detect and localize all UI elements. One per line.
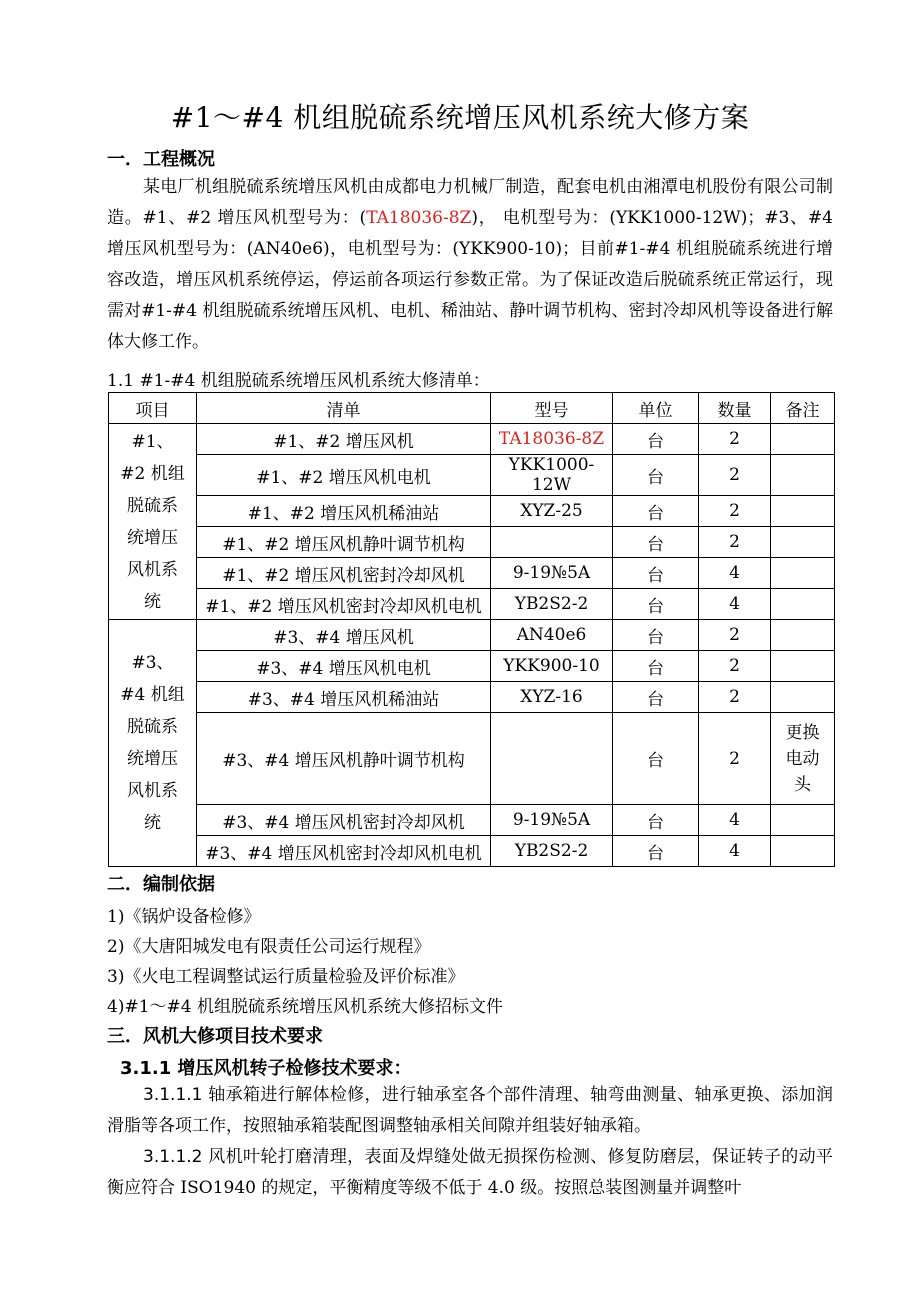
unit-cell: 台 — [613, 527, 699, 558]
note-cell — [771, 589, 835, 620]
qty-cell: 2 — [699, 713, 771, 805]
note-cell — [771, 424, 835, 455]
qty-cell: 2 — [699, 682, 771, 713]
qty-cell: 2 — [699, 620, 771, 651]
requirement-number: 3.1.1.2 — [143, 1147, 203, 1167]
requirement-number: 3.1.1.1 — [143, 1085, 203, 1105]
qty-cell: 4 — [699, 589, 771, 620]
qty-cell: 2 — [699, 651, 771, 682]
model-cell: XYZ-16 — [491, 682, 613, 713]
model-cell: AN40e6 — [491, 620, 613, 651]
column-header: 清单 — [197, 393, 491, 424]
item-cell: #1、#2 增压风机静叶调节机构 — [197, 527, 491, 558]
table-row — [109, 589, 835, 620]
item-cell: #3、#4 增压风机稀油站 — [197, 682, 491, 713]
item-cell: #1、#2 增压风机稀油站 — [197, 496, 491, 527]
column-header: 单位 — [613, 393, 699, 424]
section-heading-overview: 一．工程概况 — [107, 149, 215, 170]
reference-item: 1)《锅炉设备检修》 — [107, 907, 261, 927]
table-row — [109, 620, 835, 651]
item-cell: #1、#2 增压风机密封冷却风机 — [197, 558, 491, 589]
model-cell: XYZ-25 — [491, 496, 613, 527]
item-cell: #1、#2 增压风机密封冷却风机电机 — [197, 589, 491, 620]
item-cell: #3、#4 增压风机密封冷却风机 — [197, 805, 491, 836]
table-row — [109, 713, 835, 805]
note-cell — [771, 558, 835, 589]
unit-cell: 台 — [613, 651, 699, 682]
unit-cell: 台 — [613, 424, 699, 455]
note-cell — [771, 805, 835, 836]
table-row — [109, 496, 835, 527]
table-row — [109, 424, 835, 455]
table-row — [109, 651, 835, 682]
table-caption: 1.1 #1-#4 机组脱硫系统增压风机系统大修清单： — [107, 371, 490, 391]
column-header: 型号 — [491, 393, 613, 424]
note-cell: 更换电动头 — [771, 713, 835, 805]
table-header-row — [109, 393, 835, 424]
qty-cell: 2 — [699, 527, 771, 558]
qty-cell: 2 — [699, 455, 771, 496]
reference-item: 4)#1～#4 机组脱硫系统增压风机系统大修招标文件 — [107, 997, 503, 1017]
table-row — [109, 455, 835, 496]
unit-cell: 台 — [613, 589, 699, 620]
fan-model-highlight: TA18036-8Z — [366, 208, 472, 228]
model-cell: 9-19№5A — [491, 805, 613, 836]
requirement-item — [107, 1142, 833, 1204]
overview-paragraph — [107, 172, 833, 358]
table-row — [109, 558, 835, 589]
note-cell — [771, 682, 835, 713]
item-cell: #3、#4 增压风机静叶调节机构 — [197, 713, 491, 805]
unit-cell: 台 — [613, 496, 699, 527]
column-header: 备注 — [771, 393, 835, 424]
note-cell — [771, 651, 835, 682]
unit-cell: 台 — [613, 558, 699, 589]
model-cell: YKK1000-12W — [491, 455, 613, 496]
requirement-item — [107, 1080, 833, 1142]
group-cell: #1、#2 机组脱硫系统增压风机系统 — [109, 424, 197, 620]
document-title: #1～#4 机组脱硫系统增压风机系统大修方案 — [170, 101, 750, 134]
unit-cell: 台 — [613, 713, 699, 805]
note-cell — [771, 620, 835, 651]
unit-cell: 台 — [613, 455, 699, 496]
subsection-heading-rotor: 3.1.1 增压风机转子检修技术要求： — [120, 1058, 412, 1079]
qty-cell: 2 — [699, 496, 771, 527]
item-cell: #1、#2 增压风机电机 — [197, 455, 491, 496]
overview-text-b: )， 电机型号为：(YKK1000-12W)；#3、#4 增压风机型号为：(AN40e6)，电机型号为：(YKK900-10)；目前#1-#4 机组脱硫系统进行增容改造，增压风机系统停运，停运前各项运行参数正常。为了保证改造后脱硫系统正常运行，现需对#1-#4 机组脱硫系统增压风机、电机、稀油站、静叶调节机构、密封冷却风机等设备进行解体大修工作。 — [107, 208, 833, 352]
item-cell: #3、#4 增压风机密封冷却风机电机 — [197, 836, 491, 867]
table-row — [109, 682, 835, 713]
item-cell: #1、#2 增压风机 — [197, 424, 491, 455]
note-cell — [771, 527, 835, 558]
item-cell: #3、#4 增压风机 — [197, 620, 491, 651]
model-cell: 9-19№5A — [491, 558, 613, 589]
unit-cell: 台 — [613, 805, 699, 836]
qty-cell: 2 — [699, 424, 771, 455]
model-cell — [491, 713, 613, 805]
table-row — [109, 805, 835, 836]
section-heading-requirements: 三．风机大修项目技术要求 — [107, 1026, 323, 1047]
note-cell — [771, 455, 835, 496]
note-cell — [771, 836, 835, 867]
qty-cell: 4 — [699, 836, 771, 867]
overhaul-list-body — [109, 393, 835, 867]
overview-text-a: 某电厂机组脱硫系统增压风机由成都电力机械厂制造，配套电机由湘潭电机股份有限公司制造。#1、#2 增压风机型号为：( — [107, 177, 833, 228]
overhaul-list-table — [108, 392, 835, 867]
reference-item: 2)《大唐阳城发电有限责任公司运行规程》 — [107, 937, 431, 957]
model-cell: YB2S2-2 — [491, 589, 613, 620]
requirement-text: 轴承箱进行解体检修，进行轴承室各个部件清理、轴弯曲测量、轴承更换、添加润滑脂等各项工作，按照轴承箱装配图调整轴承相关间隙并组装好轴承箱。 — [107, 1085, 834, 1136]
column-header: 项目 — [109, 393, 197, 424]
unit-cell: 台 — [613, 836, 699, 867]
section-heading-basis: 二．编制依据 — [107, 874, 215, 895]
model-cell: YKK900-10 — [491, 651, 613, 682]
table-row — [109, 836, 835, 867]
item-cell: #3、#4 增压风机电机 — [197, 651, 491, 682]
qty-cell: 4 — [699, 558, 771, 589]
model-cell — [491, 527, 613, 558]
requirement-text: 风机叶轮打磨清理，表面及焊缝处做无损探伤检测、修复防磨层，保证转子的动平衡应符合 ISO1940 的规定，平衡精度等级不低于 4.0 级。按照总装图测量并调整叶 — [107, 1147, 834, 1198]
table-row — [109, 527, 835, 558]
qty-cell: 4 — [699, 805, 771, 836]
unit-cell: 台 — [613, 682, 699, 713]
unit-cell: 台 — [613, 620, 699, 651]
note-cell — [771, 496, 835, 527]
model-cell: YB2S2-2 — [491, 836, 613, 867]
model-cell: TA18036-8Z — [491, 424, 613, 455]
reference-item: 3)《火电工程调整试运行质量检验及评价标准》 — [107, 967, 465, 987]
group-cell: #3、#4 机组脱硫系统增压风机系统 — [109, 620, 197, 867]
column-header: 数量 — [699, 393, 771, 424]
